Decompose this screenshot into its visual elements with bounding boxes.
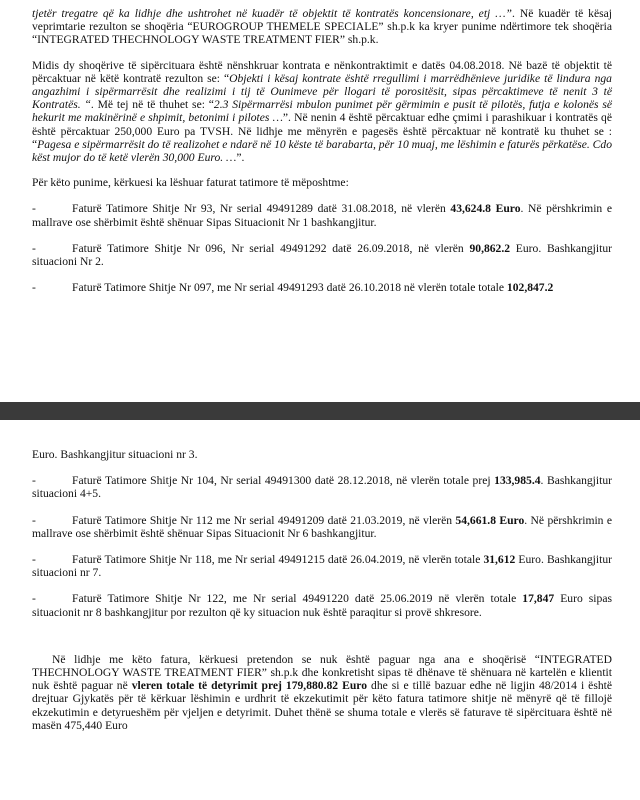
page-1-content [32, 7, 612, 294]
invoice-item [32, 514, 612, 540]
document-page-2 [0, 420, 640, 800]
quote-italic: Objekti i kësaj kontrate është rregullimi i marrëdhënieve juridike të lindura nga angazhimi i sipërmarrësit dhe realizimi i tij të Ounimeve për llogari të porositësit, sipas përcaktimeve të nenit 3 të Kontratës. “ [32, 71, 612, 112]
paragraph-invoices-intro: Për këto punime, kërkuesi ka lëshuar faturat tatimore të mëposhtme: [32, 176, 349, 190]
bullet-dash: - [32, 474, 36, 488]
invoice-text: Euro. Bashkangjitur situacioni Nr 2. [32, 241, 612, 269]
bullet-dash: - [32, 241, 36, 255]
paragraph-text: ”. Në nenin 4 është përcaktuar edhe çmimi i parashikuar i kontratës që është përcaktuar 250,000 Euro pa TVSH. Në lidhje me mënyrën e pagesës është përcaktuar në kontratë ku thuhet se : “ [32, 111, 613, 151]
invoice-text: Faturë Tatimore Shitje Nr 096, Nr serial 49491292 datë 26.09.2018, në vlerën [72, 241, 470, 255]
invoice-text: Faturë Tatimore Shitje Nr 118, me Nr serial 49491215 datë 26.04.2019, në vlerën totale [72, 553, 484, 567]
quote-italic: 2.3 Sipërmarrësi mbulon punimet për gërmimin e pusit të pilotës, futja e kolonës së hekurit me makinërinë e shpimit, betonimi i pilotes … [32, 98, 613, 125]
invoice-text: . Bashkangjitur situacioni 4+5. [32, 474, 613, 501]
paragraph-subcontract [32, 59, 612, 165]
invoice-text: Euro sipas situacionit nr 8 bashkangjitur por rezulton që ky situacion nuk është paraqitur si provë shkresore. [32, 592, 612, 619]
page-2-content [32, 448, 612, 732]
bullet-dash: - [32, 553, 36, 567]
invoice-item [32, 281, 612, 294]
invoice-amount: 54,661.8 Euro [455, 513, 525, 527]
invoice-text: . Në përshkrimin e mallrave ose shërbimit është shënuar Sipas Situacionit Nr 6 bashkangjitur. [32, 513, 613, 540]
total-debt-amount: vleren totale të detyrimit prej 179,880.82 Euro [131, 679, 368, 693]
paragraph-continuation: Euro. Bashkangjitur situacioni nr 3. [32, 448, 198, 461]
invoice-text: . Në përshkrimin e mallrave ose shërbimit është shënuar Sipas Situacionit Nr 1 bashkangjitur. [32, 202, 612, 229]
invoice-amount: 31,612 [483, 553, 516, 567]
quote-italic: tjetër tregatre që ka lidhje dhe ushtrohet në kuadër të objektit të kontratës koncensionare, etj …” [32, 7, 512, 20]
paragraph-text: Midis dy shoqërive të sipërcituara është nënshkruar kontrata e nënkontraktimit e datës 04.08.2018. Në bazë të objektit të përcaktuar në këtë kontratë rezulton se: “ [32, 58, 612, 85]
page-separator [0, 402, 640, 420]
invoice-amount: 17,847 [522, 592, 555, 606]
invoice-text: Faturë Tatimore Shitje Nr 104, Nr serial 49491300 datë 28.12.2018, në vlerën totale prej [72, 474, 495, 488]
invoice-amount: 133,985.4 [494, 474, 541, 488]
invoice-amount: 90,862.2 [469, 241, 511, 255]
paragraph-text: . Më tej në të thuhet se: “ [90, 98, 214, 112]
invoice-text: Faturë Tatimore Shitje Nr 93, Nr serial 49491289 datë 31.08.2018, në vlerën [72, 202, 451, 216]
invoice-amount: 102,847.2 [506, 281, 554, 295]
invoice-item [32, 592, 612, 618]
paragraph-claim [32, 653, 612, 732]
quote-italic: Pagesa e sipërmarrësit do të realizohet e ndarë në 10 këste të barabarta, për 10 muaj, me lëshimin e faturës përkatëse. Cdo këst mujor do të ketë vlerën 30,000 Euro. … [32, 137, 612, 165]
invoice-item [32, 474, 612, 500]
invoice-item [32, 202, 612, 228]
invoice-item [32, 242, 612, 268]
paragraph-text: dhe si e tillë bazuar edhe në ligjin 48/2014 i është drejtuar Gjykatës për të kërkuar lëshimin e urdhrit të ekzekutimit për këto fatura tatimore shitje në mënyrë që të fillojë ekzekutimin e detyrueshëm për vjeljen e detyrimit. Duhet thënë se shuma totale e vlerës së faturave të sipërcituara është në masën 475,440 Euro [32, 679, 613, 732]
invoice-amount: 43,624.8 Euro [450, 202, 521, 216]
invoice-text: Faturë Tatimore Shitje Nr 122, me Nr serial 49491220 datë 25.06.2019 në vlerën totale [72, 592, 523, 606]
bullet-dash: - [32, 513, 36, 527]
paragraph-text: ”. [236, 151, 245, 165]
paragraph-text: Në lidhje me këto fatura, kërkuesi pretendon se nuk është paguar nga ana e shoqërisë “INTEGRATED THECHNOLOGY WASTE TREATMENT FIER” sh.p.k dhe konkretisht sipas të dhënave të shënuara në kartelën e klientit nuk është paguar në [32, 652, 612, 693]
invoice-text: Faturë Tatimore Shitje Nr 097, me Nr serial 49491293 datë 26.10.2018 në vlerën totale totale [72, 281, 507, 295]
invoice-text: Faturë Tatimore Shitje Nr 112 me Nr serial 49491209 datë 21.03.2019, në vlerën [72, 513, 456, 527]
paragraph-contract-object [32, 7, 612, 47]
bullet-dash: - [32, 281, 36, 295]
bullet-dash: - [32, 592, 36, 606]
paragraph-text: . Në kuadër të kësaj veprimtarie rezulton se shoqëria “EUROGROUP THEMELE SPECIALE” sh.p.k ka kryer punime ndërtimore tek shoqëria “INTEGRATED THECHNOLOGY WASTE TREATMENT FIER” sh.p.k. [32, 7, 612, 47]
invoice-text: Euro. Bashkangjitur situacioni nr 7. [32, 553, 612, 580]
invoice-item [32, 553, 612, 579]
bullet-dash: - [32, 202, 36, 216]
